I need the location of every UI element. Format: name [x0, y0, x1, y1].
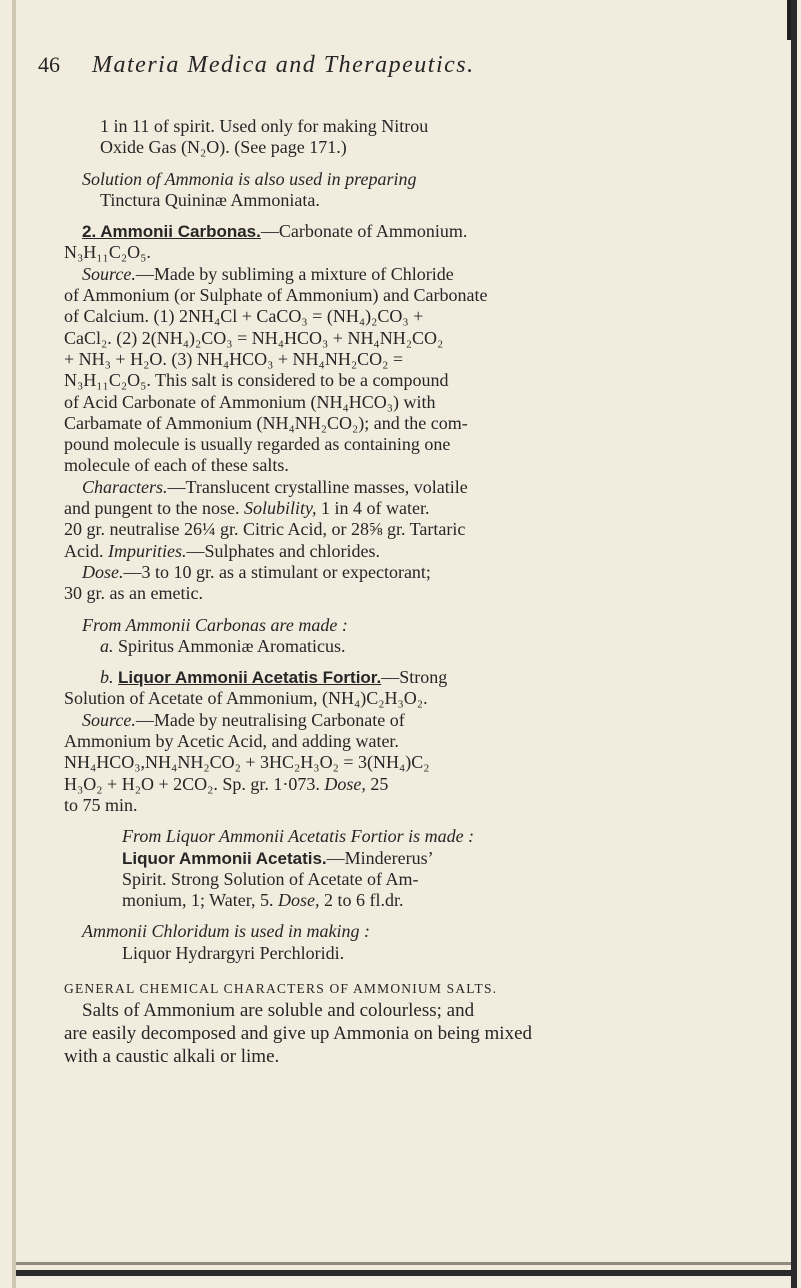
text-line: Liquor Hydrargyri Perchloridi. [122, 942, 345, 963]
spacer [64, 159, 744, 169]
text-line: 1 in 11 of spirit. Used only for making Nitrou [100, 116, 429, 136]
term-text: —Made by subliming a mixture of Chloride [135, 263, 454, 284]
item-name: Liquor Ammonii Acetatis Fortior. [118, 668, 382, 688]
page-left-edge [12, 0, 16, 1288]
text-line: 20 gr. neutralise 26¼ gr. Citric Acid, or 28⅝ gr. Tartaric [64, 519, 466, 540]
item-name: Spiritus Ammoniæ Aromaticus. [118, 635, 346, 656]
text-line [64, 774, 744, 795]
heading-definition: —Carbonate of Ammonium. [260, 221, 468, 242]
term-text: H₃O₂ + H₂O + 2CO₂. Sp. gr. 1·073. [64, 773, 320, 794]
text-line: molecule of each of these salts. [64, 455, 289, 476]
text-line: Salts of Ammonium are soluble and colourless; and [82, 1000, 475, 1022]
text-line [64, 890, 744, 911]
term-label: Dose, [324, 773, 366, 794]
text-line [64, 667, 744, 688]
text-line [64, 848, 744, 869]
item-letter: a. [100, 635, 114, 656]
item-text: —Mindererus’ [326, 847, 434, 868]
page-bottom-shadow [16, 1262, 791, 1265]
item-text: —Strong [381, 667, 448, 688]
text-line: Spirit. Strong Solution of Acetate of Am- [122, 868, 419, 889]
text-line: to 75 min. [64, 794, 138, 815]
text-line: N₃H₁₁C₂O₅. This salt is considered to be a compound [64, 370, 449, 391]
text-line: are easily decomposed and give up Ammonia on being mixed [64, 1023, 533, 1045]
text-line: of Acid Carbonate of Ammonium (NH₄HCO₃) with [64, 391, 436, 412]
formula-line: N₃H₁₁C₂O₅. [64, 242, 151, 263]
text-line: Tinctura Quininæ Ammoniata. [100, 189, 320, 210]
subheading: Ammonii Chloridum is used in making : [82, 921, 370, 942]
page-bottom-edge [16, 1270, 791, 1276]
page-number: 46 [38, 52, 60, 77]
term-text: 1 in 4 of water. [320, 498, 430, 519]
spacer [64, 657, 744, 667]
term-label: Dose. [82, 561, 124, 582]
text-line: Solution of Ammonia is also used in preparing [82, 168, 417, 189]
text-line: pound molecule is usually regarded as containing one [64, 434, 451, 455]
page-right-edge [791, 0, 797, 1288]
text-line: of Calcium. (1) 2NH₄Cl + CaCO₃ = (NH₄)₂CO₃ + [64, 306, 424, 327]
text-line: Ammonium by Acetic Acid, and adding water. [64, 731, 399, 752]
text-line: Solution of Acetate of Ammonium, (NH₄)C₂H₃O₂. [64, 688, 428, 709]
text-line [64, 264, 744, 285]
text-line: + NH₃ + H₂O. (3) NH₄HCO₃ + NH₄NH₂CO₂ = [64, 348, 404, 369]
text-line [64, 562, 744, 583]
spacer [64, 211, 744, 221]
term-label: Dose, [277, 890, 320, 911]
term-text: —3 to 10 gr. as a stimulant or expectorant; [123, 561, 431, 582]
term-text: —Made by neutralising Carbonate of [135, 709, 405, 730]
term-text: Acid. [64, 540, 104, 561]
text-line: Oxide Gas (N₂O). (See page 171.) [100, 137, 347, 158]
term-label: Impurities. [108, 540, 187, 561]
item-name: Liquor Ammonii Acetatis. [122, 848, 327, 868]
text-line [64, 477, 744, 498]
item-letter: b. [100, 667, 114, 688]
text-line [64, 636, 744, 657]
text-line: NH₄HCO₃,NH₄NH₂CO₂ + 3HC₂H₃O₂ = 3(NH₄)C₂ [64, 752, 430, 773]
text-line [64, 710, 744, 731]
section-heading [64, 221, 744, 242]
spacer [64, 911, 744, 921]
text-line: Carbamate of Ammonium (NH₄NH₂CO₂); and the com- [64, 412, 468, 433]
subheading: From Liquor Ammonii Acetatis Fortior is made : [122, 826, 475, 847]
page-header [38, 52, 758, 92]
term-label: Characters. [82, 476, 168, 497]
term-text: 2 to 6 fl.dr. [323, 890, 404, 911]
term-text: monium, 1; Water, 5. [122, 890, 274, 911]
text-line: of Ammonium (or Sulphate of Ammonium) and Carbonate [64, 285, 488, 306]
spacer [64, 964, 744, 974]
page-body [64, 116, 744, 1068]
text-line: 30 gr. as an emetic. [64, 583, 203, 604]
term-label: Solubility, [243, 498, 317, 519]
running-head: Materia Medica and Therapeutics. [92, 52, 475, 78]
term-label: Source. [82, 263, 136, 284]
term-text: and pungent to the nose. [64, 498, 240, 519]
section-caps-heading: GENERAL CHEMICAL CHARACTERS OF AMMONIUM SALTS. [64, 980, 498, 996]
subheading: From Ammonii Carbonas are made : [82, 614, 348, 635]
text-line: with a caustic alkali or lime. [64, 1046, 280, 1068]
spacer [64, 816, 744, 826]
text-line: CaCl₂. (2) 2(NH₄)₂CO₃ = NH₄HCO₃ + NH₄NH₂CO₂ [64, 327, 444, 348]
term-text: —Sulphates and chlorides. [186, 540, 380, 561]
term-text: —Translucent crystalline masses, volatile [167, 476, 468, 497]
text-line [64, 541, 744, 562]
text-line [64, 498, 744, 519]
heading-term: 2. Ammonii Carbonas. [82, 222, 261, 242]
term-text: 25 [370, 773, 389, 794]
term-label: Source. [82, 709, 136, 730]
spacer [64, 605, 744, 615]
